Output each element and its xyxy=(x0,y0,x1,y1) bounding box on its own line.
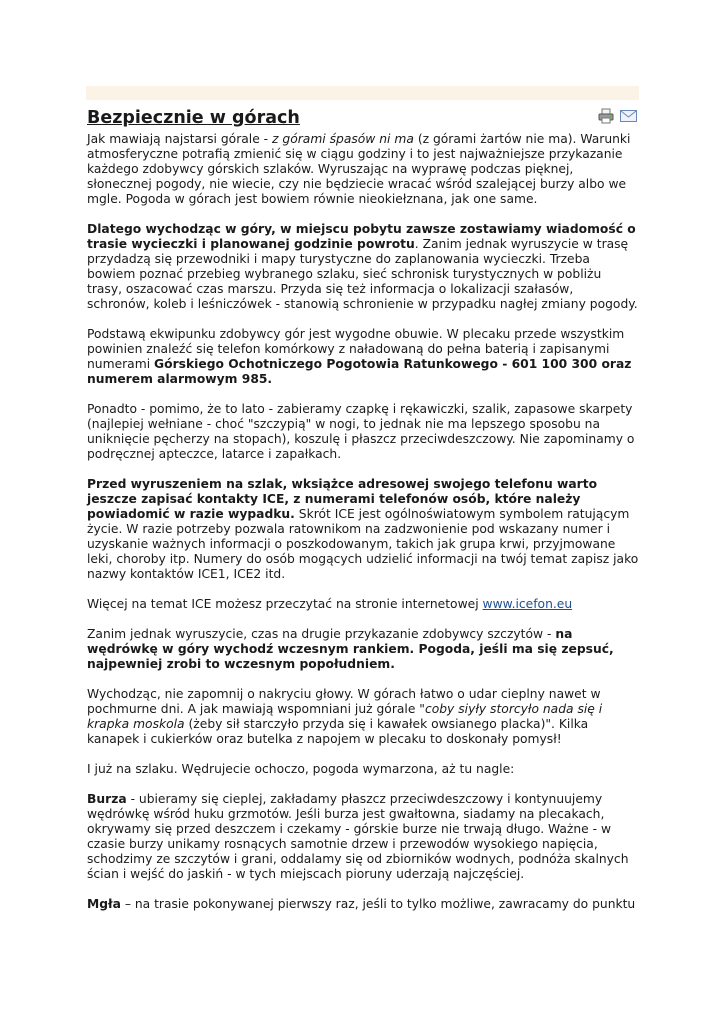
paragraph-5: Przed wyruszeniem na szlak, wksiążce adresowej swojego telefonu warto jeszcze zapisać kontakty ICE, z numerami telefonów osób, które należy powiadomić w razie wypadku. Skrót ICE jest ogólnoświatowym symbolem ratującym życie. W razie potrzeby pozwala ratownikom na zadzwonienie pod wskazany numer i uzyskanie ważnych informacji o poszkodowanym, takich jak grupa krwi, przyjmowane leki, choroby itp. Numery do osób mogących udzielić informacji na twój temat zapisz jako nazwy kontaktów ICE1, ICE2 itd. xyxy=(87,477,639,581)
paragraph-9: I już na szlaku. Wędrujecie ochoczo, pogoda wymarzona, aż tu nagle: xyxy=(87,762,515,776)
paragraph-3: Podstawą ekwipunku zdobywcy gór jest wygodne obuwie. W plecaku przede wszystkim powinien znaleźć się telefon komórkowy z naładowaną do pełna baterią i zapisanymi numerami Górskiego Ochotniczego Pogotowia Ratunkowego - 601 100 300 oraz numerem alarmowym 985. xyxy=(87,327,632,386)
paragraph-1: Jak mawiają najstarsi górale - z górami śpasów ni ma (z górami żartów nie ma). Warunki atmosferyczne potrafią zmienić się w ciągu godziny i to jest najważniejsze przykazanie każdego zdobywcy górskich szlaków. Wyruszając na wyprawę podczas pięknej, słonecznej pogody, nie wiecie, czy nie będziecie wracać wśród szalejącej burzy albo we mgle. Pogoda w górach jest bowiem równie nieokiełznana, jak one same. xyxy=(87,132,631,206)
paragraph-11: Mgła – na trasie pokonywanej pierwszy raz, jeśli to tylko możliwe, zawracamy do punktu xyxy=(87,897,636,911)
article-title: Bezpiecznie w górach xyxy=(87,108,300,128)
paragraph-10: Burza - ubieramy się cieplej, zakładamy płaszcz przeciwdeszczowy i kontynuujemy wędrówkę wśród huku grzmotów. Jeśli burza jest gwałtowna, siadamy na plecakach, okrywamy się przed deszczem i czekamy - górskie burze nie trwają długo. Ważne - w czasie burzy unikamy rosnących samotnie drzew i przewodów wysokiego napięcia, schodzimy ze szczytów i grani, oddalamy się od zbiorników wodnych, podnóża skalnych ścian i wejść do jaskiń - w tych miejscach pioruny uderzają najczęściej. xyxy=(87,792,629,881)
paragraph-6: Więcej na temat ICE możesz przeczytać na stronie internetowej www.icefon.eu xyxy=(87,597,573,611)
title-row xyxy=(87,108,639,130)
paragraph-7: Zanim jednak wyruszycie, czas na drugie przykazanie zdobywcy szczytów - na wędrówkę w góry wychodź wczesnym rankiem. Pogoda, jeśli ma się zepsuć, najpewniej zrobi to wczesnym popołudniem. xyxy=(87,627,614,671)
article xyxy=(87,108,639,927)
paragraph-4: Ponadto - pomimo, że to lato - zabieramy czapkę i rękawiczki, szalik, zapasowe skarpety (najlepiej wełniane - choć "szczypią" w nogi, to jednak nie ma lepszego sposobu na uniknięcie pęcherzy na stopach), koszulę i płaszcz przeciwdeszczowy. Nie zapominamy o podręcznej apteczce, latarce i zapałkach. xyxy=(87,402,635,461)
header-band xyxy=(86,86,639,100)
paragraph-8: Wychodząc, nie zapomnij o nakryciu głowy. W górach łatwo o udar cieplny nawet w pochmurne dni. A jak mawiają wspomniani już górale "coby siyły storcyło nada się i krapka moskola (żeby sił starczyło przyda się i kawałek owsianego placka)". Kilka kanapek i cukierków oraz butelka z napojem w plecaku to doskonały pomysł! xyxy=(87,687,603,746)
icefon-link[interactable]: www.icefon.eu xyxy=(482,597,573,611)
paragraph-2: Dlatego wychodząc w góry, w miejscu pobytu zawsze zostawiamy wiadomość o trasie wycieczki i planowanej godzinie powrotu. Zanim jednak wyruszycie w trasę przydadzą się przewodniki i mapy turystyczne do zaplanowania wycieczki. Trzeba bowiem poznać przebieg wybranego szlaku, sieć schronisk turystycznych w pobliżu trasy, oszacować czas marszu. Przyda się też informacja o lokalizacji szałasów, schronów, koleb i leśniczówek - stanowią schronienie w przypadku nagłej zmiany pogody. xyxy=(87,222,638,311)
email-icon[interactable] xyxy=(620,108,637,127)
article-icons xyxy=(597,108,637,128)
print-icon[interactable] xyxy=(598,108,614,128)
